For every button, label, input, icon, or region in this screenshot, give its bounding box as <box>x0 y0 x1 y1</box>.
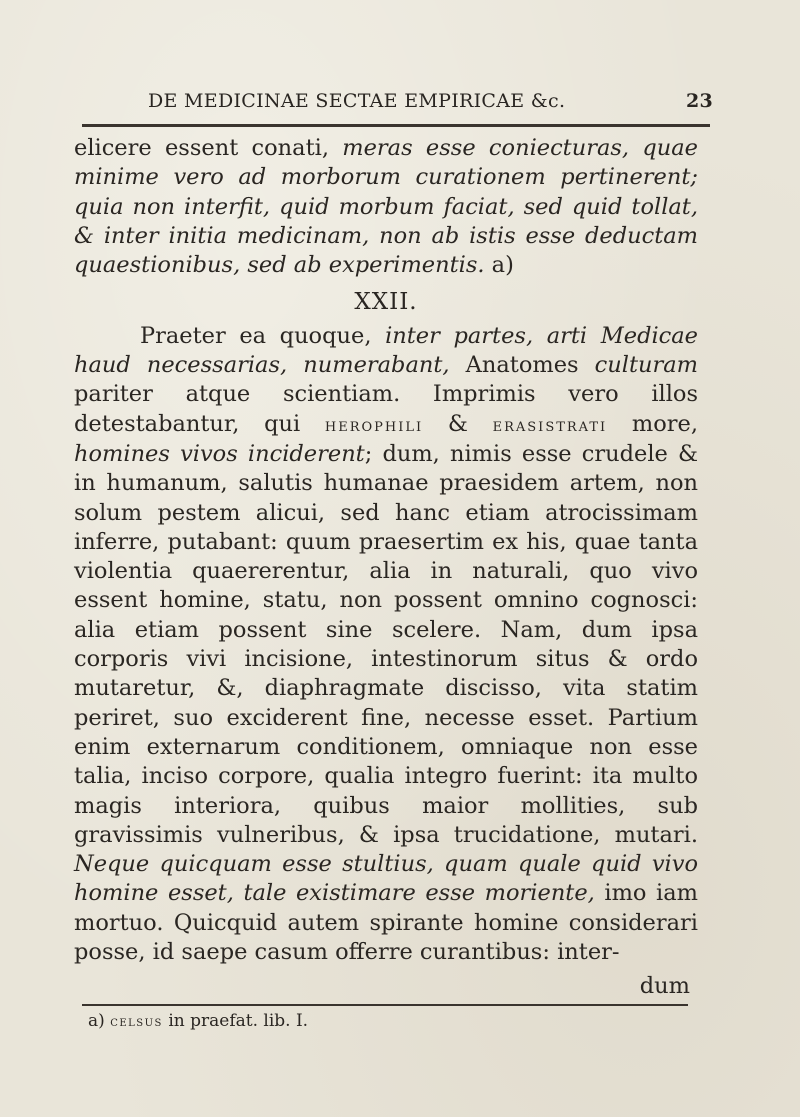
footnote-text: in praefat. lib. I. <box>162 1011 309 1031</box>
text-run: pariter atque scientiam. Imprimis vero illos detestabantur, qui <box>74 381 698 437</box>
italic-run: inter partes, arti Medicae haud necessarias, numerabant, <box>74 322 698 379</box>
name-herophilus: herophili <box>324 414 424 436</box>
text-run: more, <box>607 410 698 437</box>
header-rule <box>82 124 710 127</box>
paragraph-2 <box>74 322 698 968</box>
catchword: dum <box>639 973 690 999</box>
italic-run: Neque quicquam esse stultius, quam quale quid vivo homine esset, tale existimare esse moriente, <box>74 851 698 907</box>
running-header <box>148 86 713 118</box>
text-run: ; dum, nimis esse crudele & in humanum, salutis humanae praesidem artem, non solum pestem alicui, sed hanc etiam atrocissimam inferre, putabant: quum praesertim ex his, quae tanta violentia quaererentur, alia in naturali, quo vivo essent homine, statu, non possent omnino cognosci: alia etiam possent sine scelere. Nam, dum ipsa corporis vivi incisione, intestinorum situs & ordo mutaretur, &, diaphragmate discisso, vita statim periret, suo exciderent fine, necesse esset. Partium enim externarum conditionem, omniaque non esse talia, inciso corpore, qualia integro fuerint: ita multo magis interiora, quibus maior mollities, sub gravissimis vulneribus, & ipsa trucidatione, mutari. <box>74 440 698 848</box>
running-title: DE MEDICINAE SECTAE EMPIRICAE &c. <box>148 90 566 112</box>
text-run: & <box>423 410 493 437</box>
italic-run: homines vivos inciderent <box>74 440 365 467</box>
text-run: imo iam mortuo. Quicquid autem spirante homine considerari posse, id saepe casum offerre curantibus: inter- <box>74 880 699 966</box>
footnote-ref: a) <box>484 252 514 279</box>
footnote-rule <box>82 1004 688 1006</box>
footnote <box>88 1011 308 1031</box>
text-run: elicere essent conati, <box>74 135 343 161</box>
text-run: Anatomes <box>449 352 595 379</box>
footnote-author: celsus <box>110 1014 163 1030</box>
italic-run: culturam <box>594 352 698 379</box>
paragraph-1 <box>74 134 698 280</box>
name-erasistratus: erasistrati <box>492 414 608 436</box>
text-run: Praeter ea quoque, <box>140 322 386 349</box>
main-text <box>74 134 698 967</box>
section-number: XXII. <box>354 289 418 316</box>
page-number: 23 <box>685 90 713 112</box>
italic-run: meras esse coniecturas, quae minime vero ad morborum curationem pertinerent; quia non interfit, quid morbum faciat, sed quid tollat, & inter initia medicinam, non ab istis esse deductam quaestionibus, sed ab experimentis. <box>74 135 698 279</box>
footnote-marker: a) <box>88 1011 105 1031</box>
